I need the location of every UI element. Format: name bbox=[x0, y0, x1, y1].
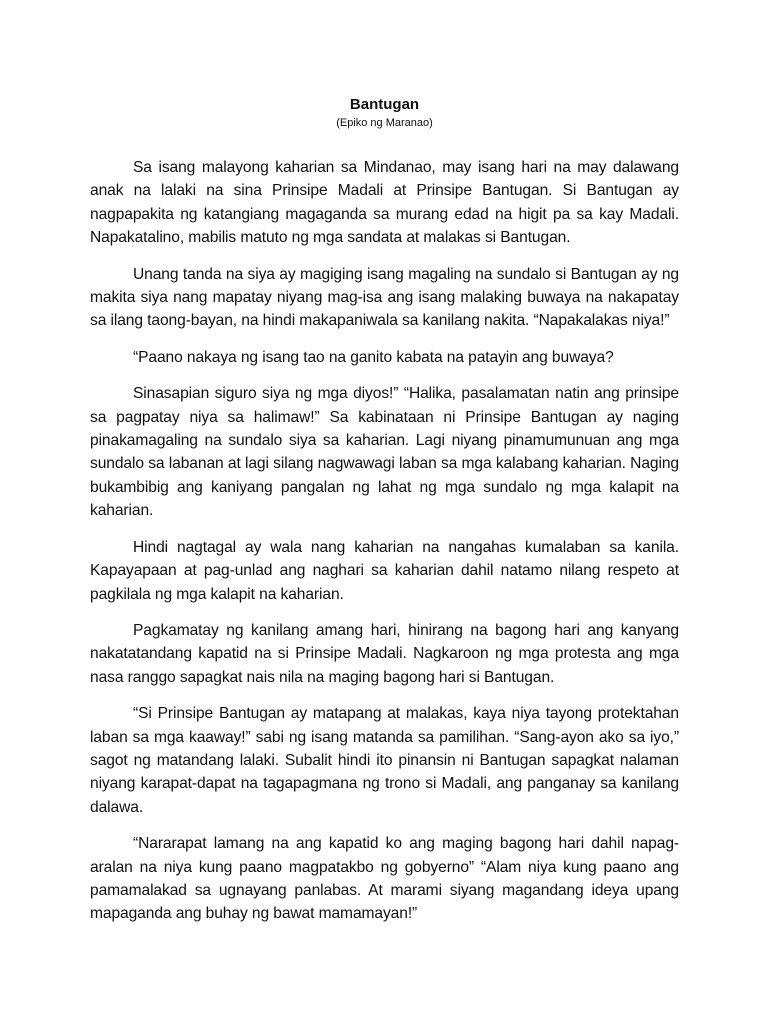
document-title: Bantugan bbox=[349, 96, 420, 113]
paragraph-4: Sinasapian siguro siya ng mga diyos!” “Halika, pasalamatan natin ang prinsipe sa pagpatay niya sa halimaw!” Sa kabinataan ni Prinsipe Bantugan ay naging pinakamagaling na sundalo siya sa kaharian. Lagi niyang pinamumunuan ang mga sundalo sa labanan at lagi silang nagwawagi laban sa mga kalabang kaharian. Naging bukambibig ang kaniyang pangalan ng lahat ng mga sundalo ng mga kalapit na kaharian. bbox=[90, 385, 679, 520]
document-subtitle: (Epiko ng Maranao) bbox=[336, 117, 433, 129]
paragraph-1: Sa isang malayong kaharian sa Mindanao, may isang hari na may dalawang anak na lalaki na sina Prinsipe Madali at Prinsipe Bantugan. Si Bantugan ay nagpapakita ng katangiang magaganda sa murang edad na higit pa sa kay Madali. Napakatalino, mabilis matuto ng mga sandata at malakas si Bantugan. bbox=[90, 159, 679, 247]
document-page bbox=[90, 96, 679, 939]
paragraph-7: “Si Prinsipe Bantugan ay matapang at malakas, kaya niya tayong protektahan laban sa mga kaaway!” sabi ng isang matanda sa pamilihan. “Sang-ayon ako sa iyo,” sagot ng matandang lalaki. Subalit hindi ito pinansin ni Bantugan sapagkat nalaman niyang karapat-dapat na tagapagmana ng trono si Madali, ang panganay sa kanilang dalawa. bbox=[90, 705, 679, 816]
paragraph-8: “Nararapat lamang na ang kapatid ko ang maging bagong hari dahil napag-aralan na niya kung paano magpatakbo ng gobyerno” “Alam niya kung paano ang pamamalakad sa ugnayang panlabas. At marami siyang magandang ideya upang mapaganda ang buhay ng bawat mamamayan!” bbox=[90, 835, 679, 923]
paragraph-2: Unang tanda na siya ay magiging isang magaling na sundalo si Bantugan ay ng makita siya nang mapatay niyang mag-isa ang isang malaking buwaya na nakapatay sa ilang taong-bayan, na hindi makapaniwala sa kanilang nakita. “Napakalakas niya!” bbox=[90, 265, 679, 330]
paragraph-3: “Paano nakaya ng isang tao na ganito kabata na patayin ang buwaya? bbox=[133, 348, 614, 366]
paragraph-5: Hindi nagtagal ay wala nang kaharian na nangahas kumalaban sa kanila. Kapayapaan at pag-unlad ang naghari sa kaharian dahil natamo nilang respeto at pagkilala ng mga kalapit na kaharian. bbox=[90, 538, 679, 603]
paragraph-6: Pagkamatay ng kanilang amang hari, hinirang na bagong hari ang kanyang nakatatandang kapatid na si Prinsipe Madali. Nagkaroon ng mga protesta ang mga nasa ranggo sapagkat nais nila na maging bagong hari si Bantugan. bbox=[90, 621, 679, 686]
